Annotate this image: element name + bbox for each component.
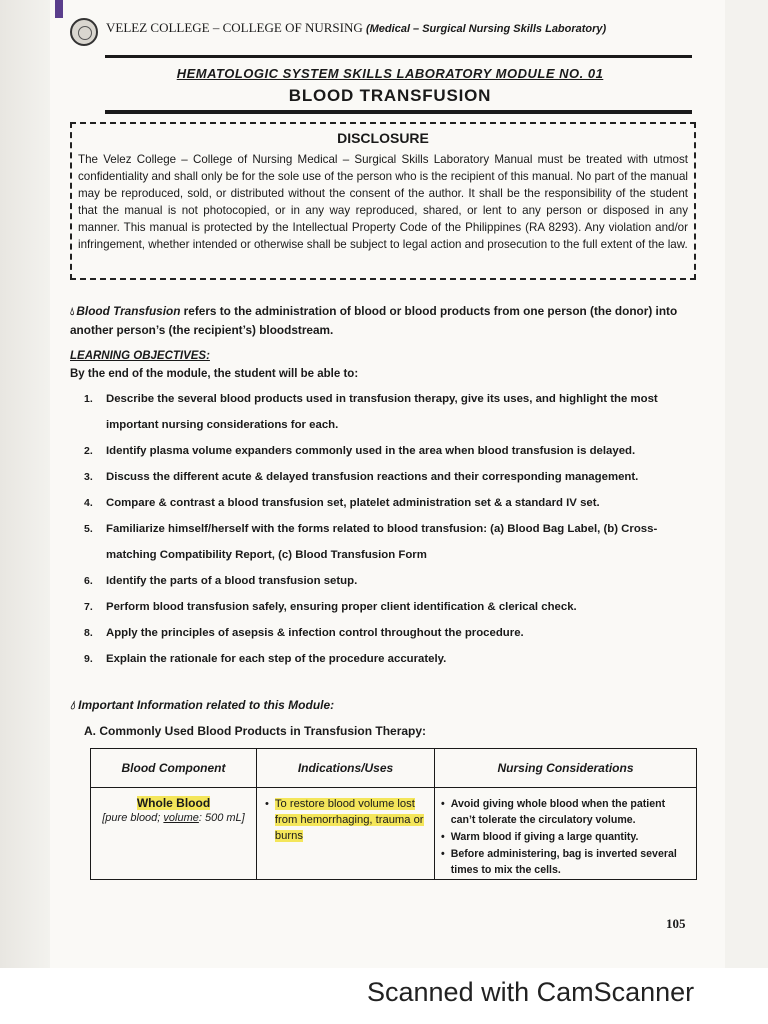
component-cell bbox=[91, 788, 257, 880]
table-header-row bbox=[91, 749, 697, 788]
objective-number: 9. bbox=[84, 653, 93, 665]
objective-text: Familiarize himself/herself with the forms related to blood transfusion: (a) Blood Bag Label, (b) Cross-matching Compatibility Report, (c) Blood Transfusion Form bbox=[106, 523, 658, 561]
objective-item bbox=[84, 516, 696, 568]
objective-item bbox=[84, 646, 696, 672]
objective-number: 8. bbox=[84, 627, 93, 639]
bullet-icon: • bbox=[441, 831, 445, 843]
disclosure-title: DISCLOSURE bbox=[337, 130, 429, 146]
drop-icon: 💧︎ bbox=[70, 698, 75, 712]
header-rule bbox=[105, 55, 692, 58]
objective-number: 6. bbox=[84, 575, 93, 587]
objective-text: Perform blood transfusion safely, ensuring proper client identification & clerical check. bbox=[106, 601, 577, 613]
college-name: VELEZ COLLEGE – COLLEGE OF NURSING bbox=[106, 20, 363, 35]
objective-number: 4. bbox=[84, 497, 93, 509]
component-name: Whole Blood bbox=[136, 796, 211, 810]
objective-item bbox=[84, 594, 696, 620]
consideration-text: Avoid giving whole blood when the patient can’t tolerate the circulatory volume. bbox=[450, 798, 666, 826]
objective-text: Identify plasma volume expanders commonly used in the area when blood transfusion is delayed. bbox=[106, 445, 636, 457]
objective-item bbox=[84, 386, 696, 438]
consideration-text: Warm blood if giving a large quantity. bbox=[450, 831, 639, 843]
page-number: 105 bbox=[666, 916, 686, 931]
title-rule bbox=[105, 110, 692, 114]
college-header bbox=[106, 20, 606, 36]
consideration-item bbox=[441, 796, 690, 828]
module-number: HEMATOLOGIC SYSTEM SKILLS LABORATORY MODULE NO. 01 bbox=[176, 66, 604, 81]
component-desc-underlined: volume bbox=[163, 812, 199, 824]
component-desc bbox=[92, 810, 255, 826]
bullet-icon: • bbox=[265, 798, 269, 810]
objective-text: Discuss the different acute & delayed transfusion reactions and their corresponding management. bbox=[106, 471, 639, 483]
objective-number: 1. bbox=[84, 393, 93, 405]
module-title: BLOOD TRANSFUSION bbox=[288, 86, 492, 105]
objective-item bbox=[84, 620, 696, 646]
consideration-text: Before administering, bag is inverted several times to mix the cells. bbox=[450, 848, 677, 876]
objective-text: Identify the parts of a blood transfusion setup. bbox=[106, 575, 358, 587]
drop-icon: 💧︎ bbox=[70, 306, 75, 318]
intro-term: Blood Transfusion bbox=[76, 304, 181, 318]
intro-paragraph bbox=[70, 302, 695, 339]
important-heading-text: Important Information related to this Module: bbox=[78, 698, 335, 712]
objectives-list bbox=[84, 386, 696, 672]
bullet-icon: • bbox=[441, 848, 445, 860]
objective-item bbox=[84, 490, 696, 516]
consideration-item bbox=[441, 829, 690, 845]
important-heading bbox=[70, 698, 334, 713]
objective-item bbox=[84, 464, 696, 490]
objective-text: Compare & contrast a blood transfusion set, platelet administration set & a standard IV set. bbox=[106, 497, 600, 509]
disclosure-box bbox=[70, 122, 696, 280]
intro-text: refers to the administration of blood or blood products from one person (the donor) into another person’s (the recipient’s) bloodstream. bbox=[70, 304, 678, 337]
component-desc-pre: [pure blood; bbox=[102, 812, 164, 824]
objective-number: 2. bbox=[84, 445, 93, 457]
disclosure-text: The Velez College – College of Nursing Medical – Surgical Skills Laboratory Manual must be treated with utmost confidentiality and shall only be for the sole use of the person who is the recipient of this manual. No part of the manual may be reproduced, sold, or distributed without the consent of the author. It shall be the responsibility of the student that the manual is not photocopied, or in any way reproduced, shared, or lent to any person or disposed in any manner. This manual is protected by the Intellectual Property Code of the Philippines (RA 8293). Any violation and/or infringement, whether intended or otherwise shall be subject to legal action and prosecution to the full extent of the law. bbox=[78, 153, 688, 251]
objectives-heading: LEARNING OBJECTIVES: bbox=[70, 350, 210, 362]
objective-item bbox=[84, 568, 696, 594]
component-desc-post: : 500 mL] bbox=[198, 812, 245, 824]
table-header: Nursing Considerations bbox=[435, 749, 697, 788]
college-seal-icon bbox=[70, 18, 98, 46]
lab-name: (Medical – Surgical Nursing Skills Laboratory) bbox=[365, 23, 607, 35]
objective-number: 3. bbox=[84, 471, 93, 483]
table-header: Indications/Uses bbox=[257, 749, 435, 788]
indication-text: To restore blood volume lost from hemorrhaging, trauma or burns bbox=[274, 798, 424, 842]
objectives-intro: By the end of the module, the student will be able to: bbox=[70, 368, 359, 380]
objective-text: Describe the several blood products used in transfusion therapy, give its uses, and highlight the most important nursing considerations for each. bbox=[106, 393, 658, 431]
objective-item bbox=[84, 438, 696, 464]
table-row bbox=[91, 788, 697, 880]
table-header: Blood Component bbox=[91, 749, 257, 788]
binding-strip bbox=[55, 0, 63, 18]
camscanner-watermark: Scanned with CamScanner bbox=[367, 977, 695, 1007]
consideration-item bbox=[441, 846, 690, 878]
blood-products-table bbox=[90, 748, 697, 880]
objective-number: 5. bbox=[84, 523, 93, 535]
scan-left-edge bbox=[0, 0, 50, 968]
section-a-heading: A. Commonly Used Blood Products in Transfusion Therapy: bbox=[84, 724, 427, 738]
objective-text: Explain the rationale for each step of the procedure accurately. bbox=[106, 653, 447, 665]
objective-text: Apply the principles of asepsis & infection control throughout the procedure. bbox=[106, 627, 524, 639]
bullet-icon: • bbox=[441, 798, 445, 810]
considerations-cell bbox=[435, 788, 697, 880]
indication-cell bbox=[257, 788, 435, 880]
objective-number: 7. bbox=[84, 601, 93, 613]
